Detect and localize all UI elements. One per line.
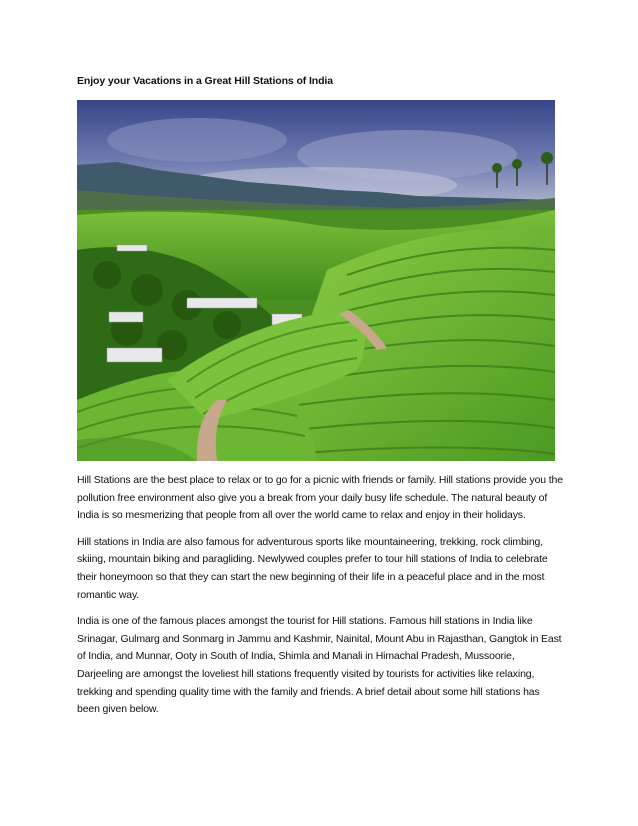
tea-plantation-photo [77, 100, 555, 461]
paragraph-2: Hill stations in India are also famous for adventurous sports like mountaineering, trekking, rock climbing, skiing, mountain biking and paragliding. Newlywed couples prefer to tour hill stations of India to celebrate their honeymoon so that they can start the new beginning of their life in a peaceful place and in the most romantic way. [77, 535, 548, 601]
page-title: Enjoy your Vacations in a Great Hill Stations of India [77, 75, 333, 87]
paragraph-3: India is one of the famous places amongst the tourist for Hill stations. Famous hill stations in India like Srinagar, Gulmarg and Sonmarg in Jammu and Kashmir, Nainital, Mount Abu in Rajasthan, Gangtok in East of India, and Munnar, Ooty in South of India, Shimla and Manali in Himachal Pradesh, Mussoorie, Darjeeling are amongst the loveliest hill stations frequently visited by tourists for activities like relaxing, trekking and spending quality time with the family and friends. A brief detail about some hill stations has been given below. [77, 615, 562, 716]
body-text [77, 472, 563, 728]
paragraph-1: Hill Stations are the best place to relax or to go for a picnic with friends or family. Hill stations provide you the pollution free environment also give you a break from your daily busy life schedule. The natural beauty of India is so mesmerizing that people from all over the world came to relax and enjoy in their holidays. [77, 474, 563, 522]
